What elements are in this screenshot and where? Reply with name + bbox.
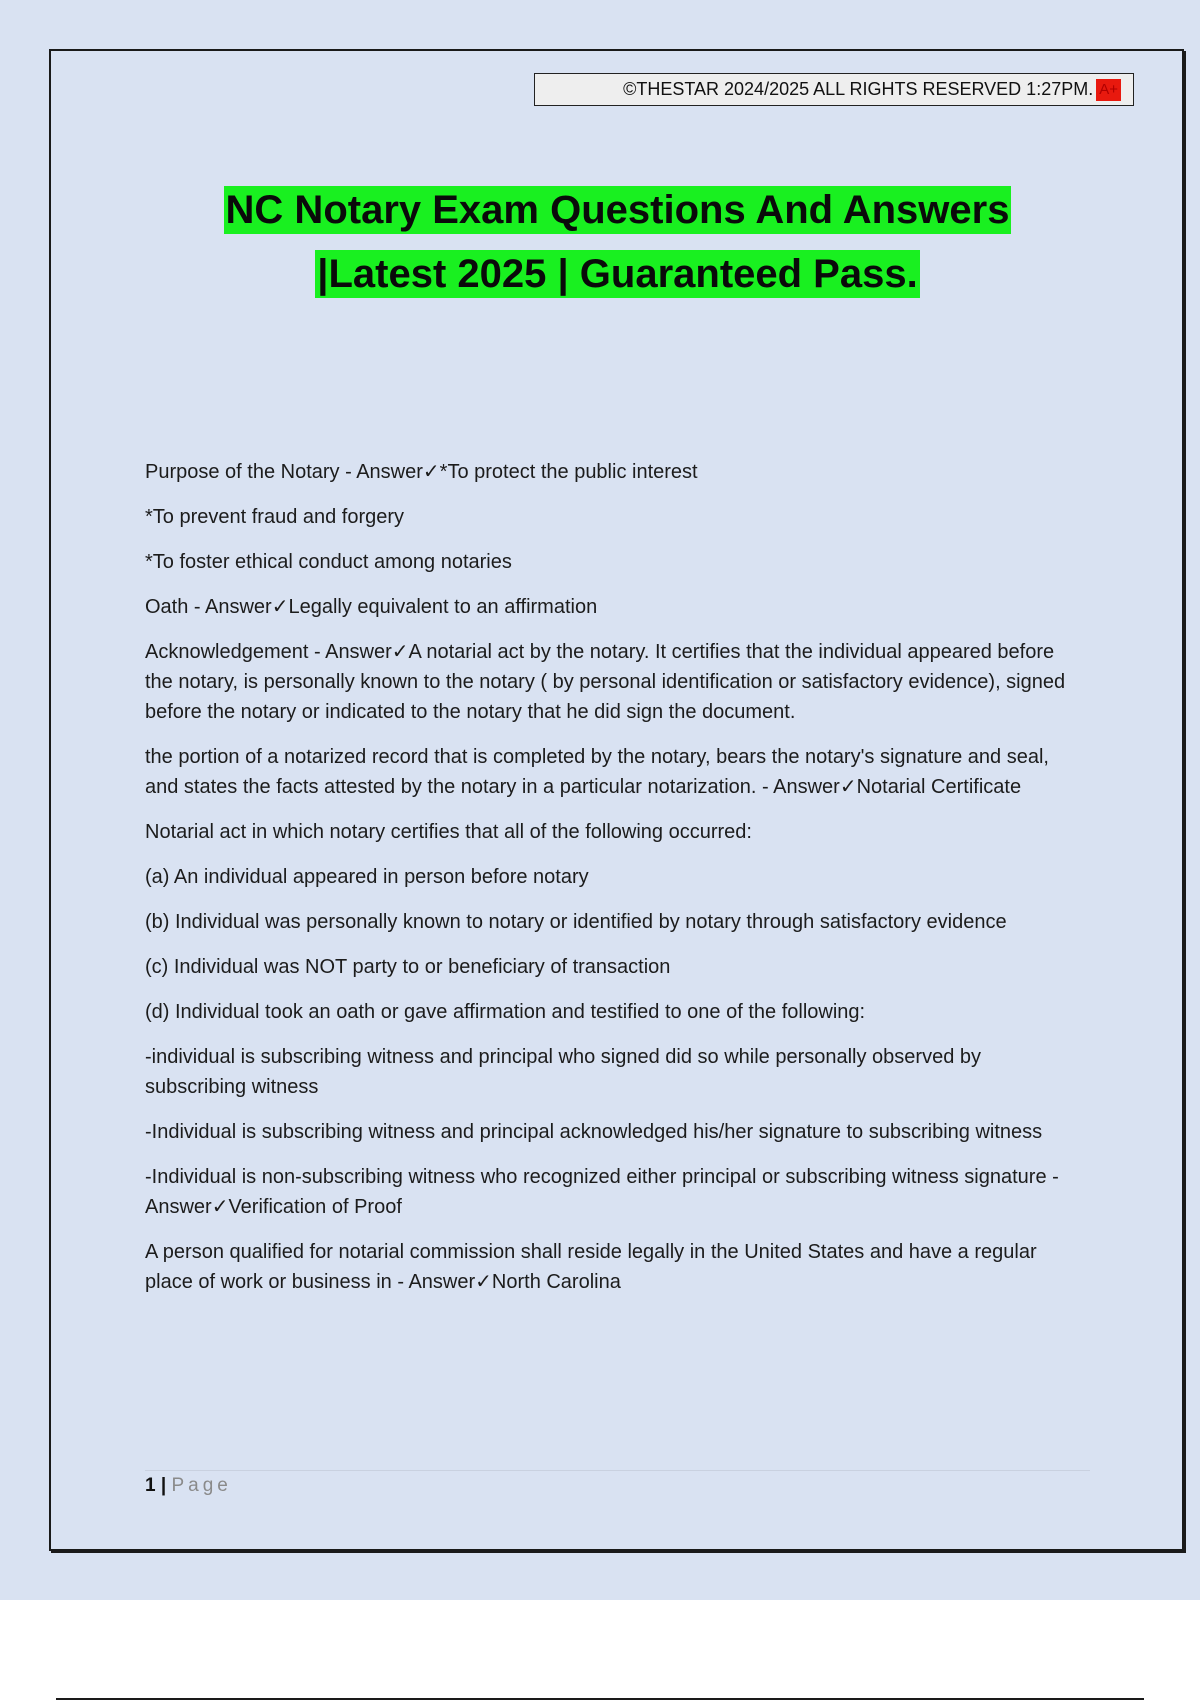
qa-paragraph: *To prevent fraud and forgery xyxy=(145,506,405,528)
footer-divider xyxy=(145,1470,1090,1471)
document-title xyxy=(110,178,1125,306)
page-separator: | xyxy=(160,1475,167,1496)
grade-badge: A+ xyxy=(1096,79,1121,101)
title-line-1: NC Notary Exam Questions And Answers xyxy=(225,188,1010,232)
qa-paragraph: Acknowledgement - Answer✓A notarial act by the notary. It certifies that the individual appeared before the notary, is personally known to the notary ( by personal identification or satisfactory evidence), signed before the notary or indicated to the notary that he did sign the document. xyxy=(145,641,1066,723)
copyright-header xyxy=(534,73,1134,106)
qa-paragraph: Purpose of the Notary - Answer✓*To protect the public interest xyxy=(145,461,698,483)
qa-paragraph: -individual is subscribing witness and principal who signed did so while personally observed by subscribing witness xyxy=(145,1046,982,1098)
qa-paragraph: (b) Individual was personally known to notary or identified by notary through satisfactory evidence xyxy=(145,911,1007,933)
qa-paragraph: -Individual is non-subscribing witness who recognized either principal or subscribing witness signature - Answer✓Verification of Proof xyxy=(145,1166,1059,1218)
qa-paragraph: (c) Individual was NOT party to or beneficiary of transaction xyxy=(145,956,671,978)
qa-paragraph: Notarial act in which notary certifies that all of the following occurred: xyxy=(145,821,752,843)
qa-paragraph: A person qualified for notarial commission shall reside legally in the United States and have a regular place of work or business in - Answer✓North Carolina xyxy=(145,1241,1037,1293)
qa-paragraph: -Individual is subscribing witness and principal acknowledged his/her signature to subscribing witness xyxy=(145,1121,1043,1143)
question-answer-list xyxy=(145,457,1075,1312)
qa-paragraph: the portion of a notarized record that is completed by the notary, bears the notary's signature and seal, and states the facts attested by the notary in a particular notarization. - Answer✓Notarial Certificate xyxy=(145,746,1049,798)
qa-paragraph: (a) An individual appeared in person before notary xyxy=(145,866,589,888)
page-label: Page xyxy=(171,1475,232,1496)
qa-paragraph: *To foster ethical conduct among notaries xyxy=(145,551,512,573)
title-line-2: |Latest 2025 | Guaranteed Pass. xyxy=(317,252,918,296)
copyright-text: ©THESTAR 2024/2025 ALL RIGHTS RESERVED 1:27PM. xyxy=(623,79,1094,99)
page-number: 1 xyxy=(145,1475,156,1496)
qa-paragraph: Oath - Answer✓Legally equivalent to an affirmation xyxy=(145,596,598,618)
page-number-footer xyxy=(145,1474,232,1498)
qa-paragraph: (d) Individual took an oath or gave affirmation and testified to one of the following: xyxy=(145,1001,866,1023)
